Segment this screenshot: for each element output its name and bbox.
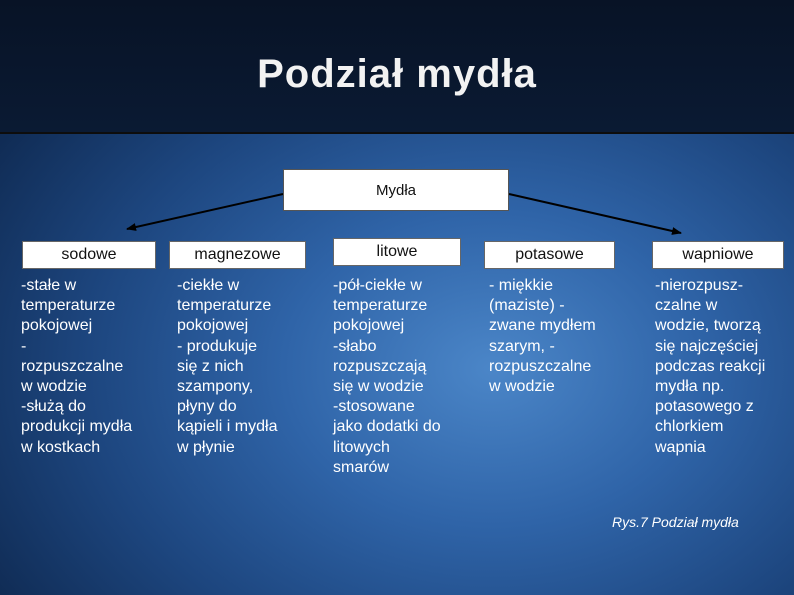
category-magnezowe: magnezowe [169, 241, 306, 269]
root-node: Mydła [283, 169, 509, 211]
description-magnezowe: -ciekłe w temperaturze pokojowej - produkuje się z nich szampony, płyny do kąpieli i mydła w płynie [177, 277, 278, 456]
description-wapniowe: -nierozpusz- czalne w wodzie, tworzą się najczęściej podczas reakcji mydła np. potasowego z chlorkiem wapnia [655, 277, 766, 456]
category-potasowe: potasowe [484, 241, 615, 269]
category-sodowe: sodowe [22, 241, 156, 269]
description-litowe: -pół-ciekłe w temperaturze pokojowej -słabo rozpuszczają się w wodzie -stosowane jako dodatki do litowych smarów [333, 277, 441, 476]
figure-caption: Rys.7 Podział mydła [612, 514, 739, 530]
arrow-left [127, 194, 283, 229]
arrow-right [509, 194, 681, 233]
category-litowe: litowe [333, 238, 461, 266]
description-potasowe: - miękkie (maziste) - zwane mydłem szarym, - rozpuszczalne w wodzie [489, 277, 596, 396]
category-wapniowe: wapniowe [652, 241, 784, 269]
slide-title: Podział mydła [257, 52, 537, 96]
description-sodowe: -stałe w temperaturze pokojowej - rozpuszczalne w wodzie -służą do produkcji mydła w kostkach [21, 277, 133, 456]
